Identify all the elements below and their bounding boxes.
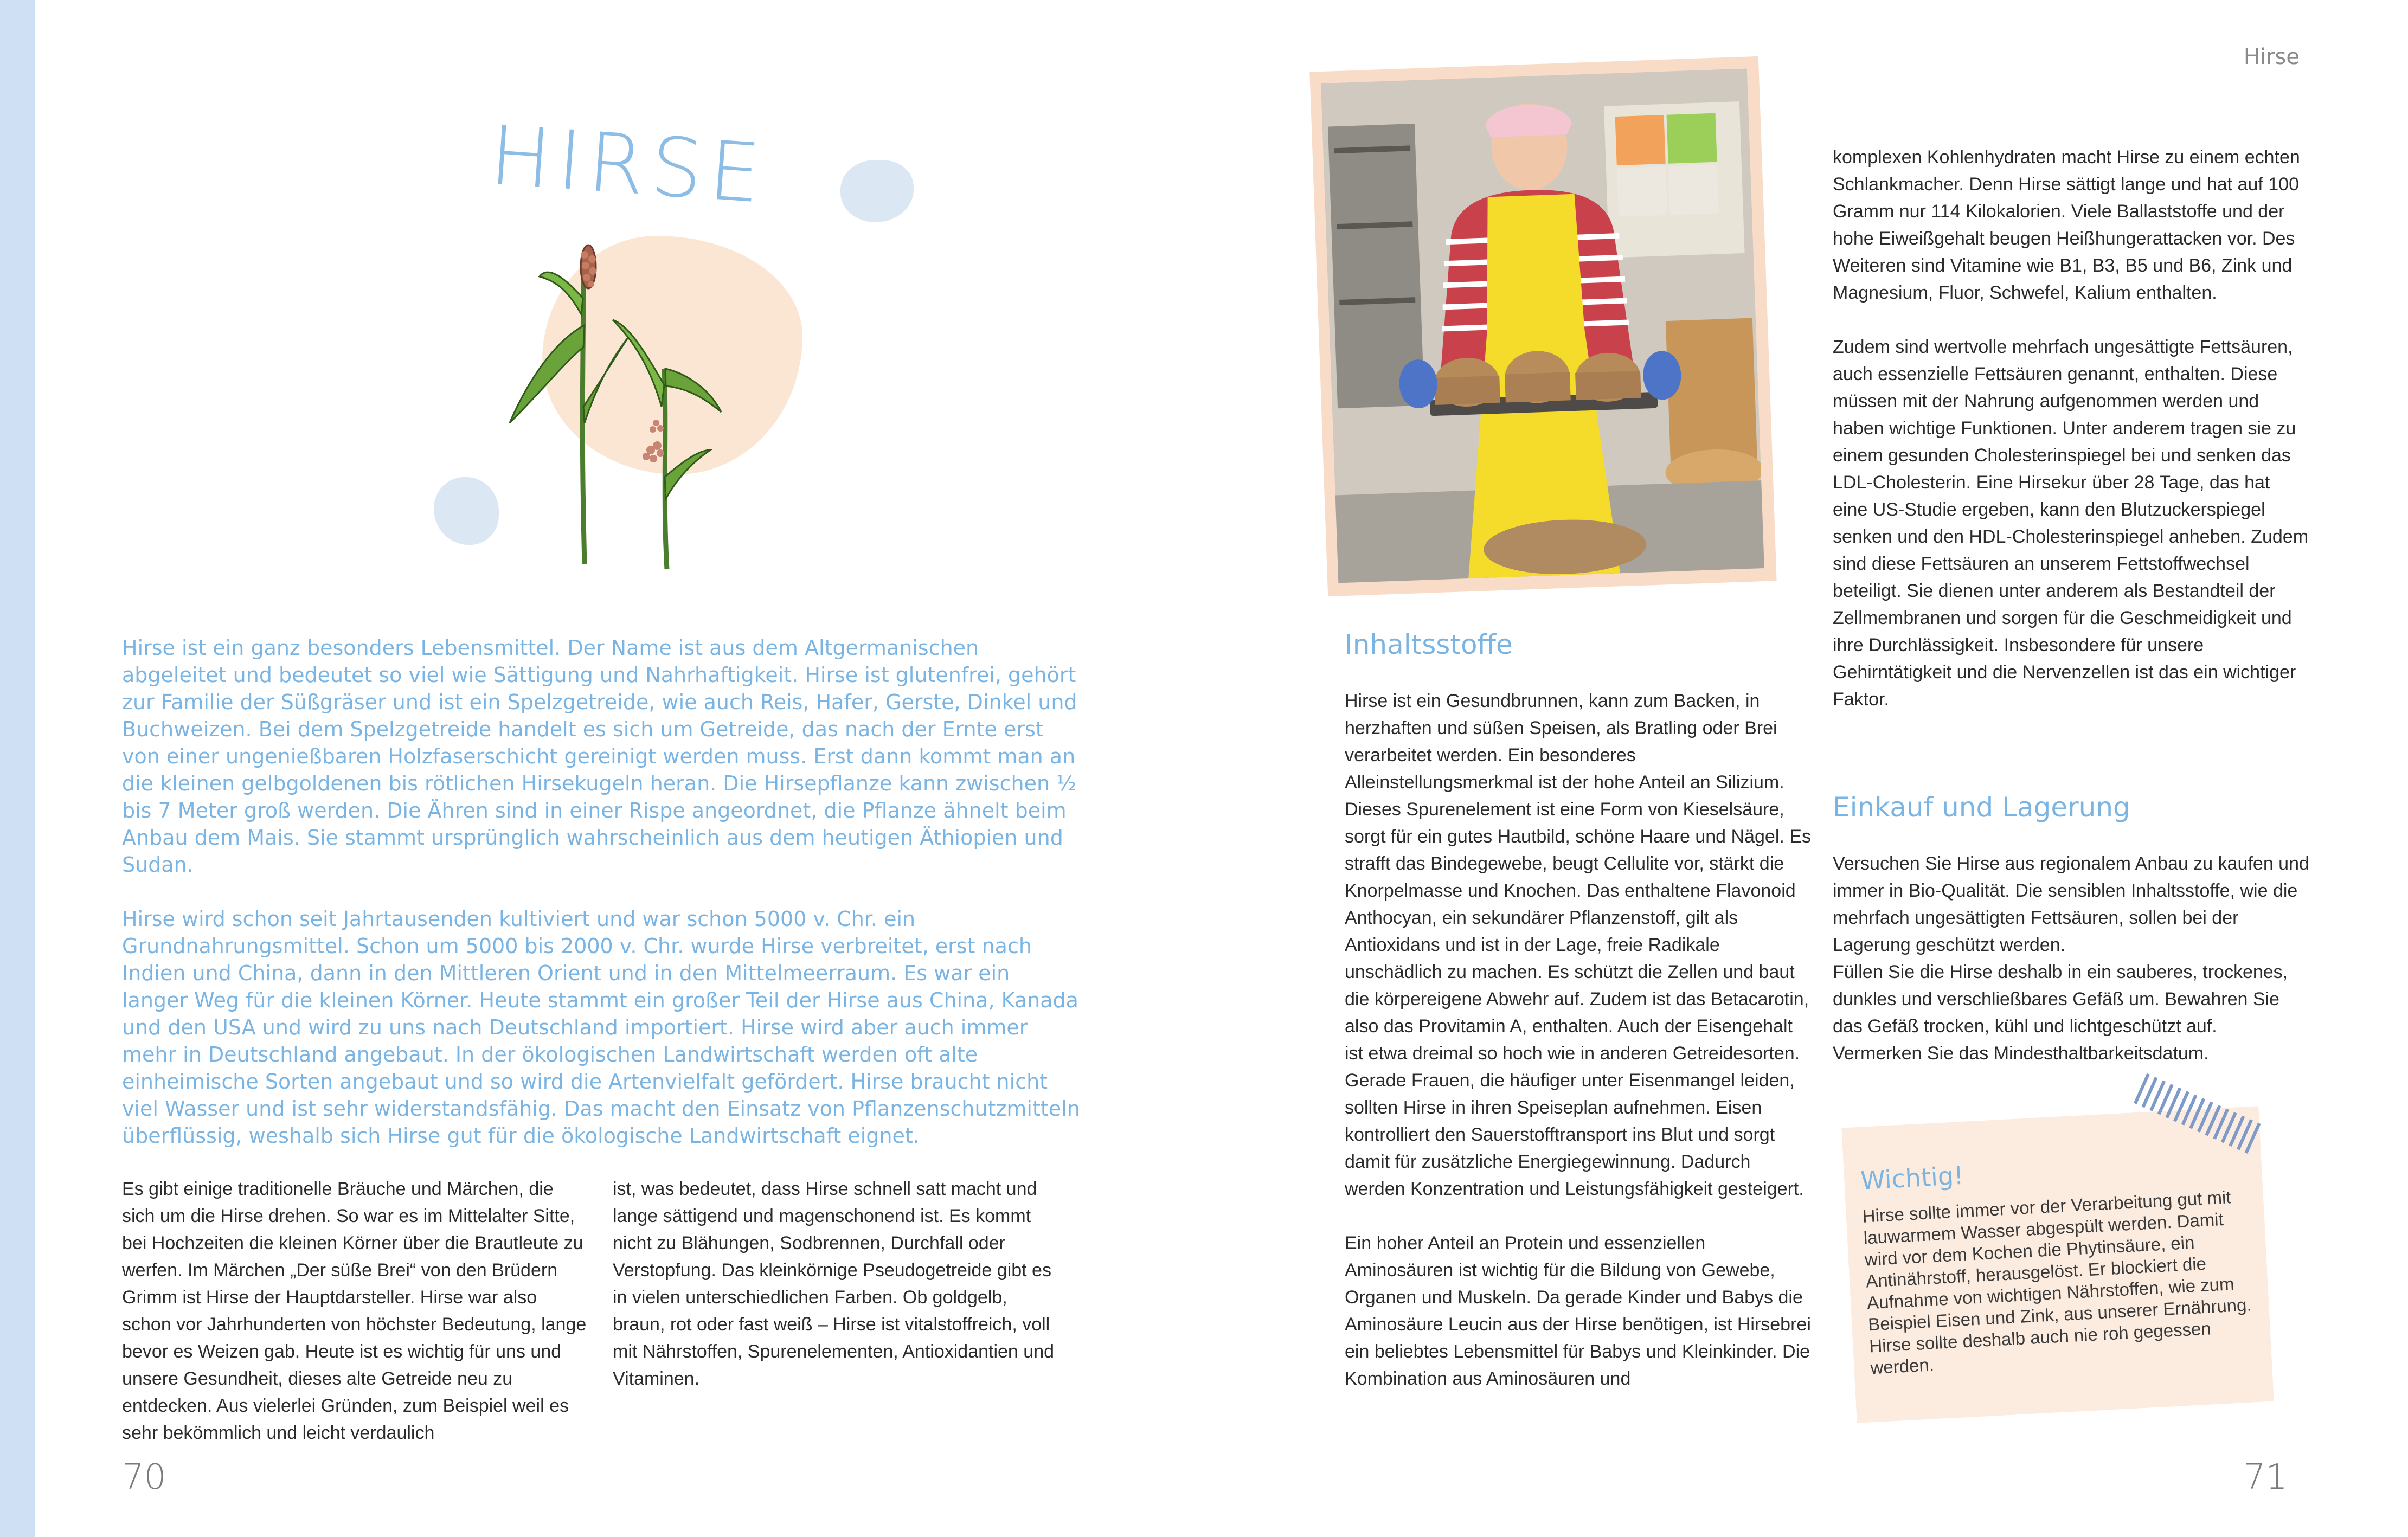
intro-paragraph-1: Hirse ist ein ganz besonders Lebensmittel. Der Name ist aus dem Altgermanischen abgeleitet und bedeutet so viel wie Sättigung und Nahrhaftigkeit. Hirse ist glutenfrei, gehört zur Familie der Süßgräser und ist ein Spelzgetreide, wie auch Reis, Hafer, Gerste, Dinkel und Buchweizen. Bei dem Spelzgetreide handelt es sich um Getreide, das nach der Ernte erst von einer ungenießbaren Holzfaserschicht gereinigt werden muss. Erst dann kommt man an die kleinen gelbgoldenen bis rötlichen Hirsekugeln heran. Die Hirsepflanze kann zwischen ½ bis 7 Meter groß werden. Die Ähren sind in einer Rispe angeordnet, die Pflanze ähnelt beim Anbau dem Mais. Sie stammt ursprünglich wahrscheinlich aus dem heutigen Äthiopien und Sudan.	[122, 636, 1077, 877]
body-column-3	[1345, 687, 1811, 1419]
intro-text	[122, 634, 1082, 1176]
note-title: Wichtig!	[1859, 1160, 1964, 1195]
body-column-2	[613, 1175, 1063, 1419]
body-paragraph: ist, was bedeutet, dass Hirse schnell satt macht und lange sättigend und magenschonend ist. Es kommt nicht zu Blähungen, Sodbrennen, Durchfall oder Verstopfung. Das kleinkörnige Pseudogetreide gibt es in vielen unterschiedlichen Farben. Ob goldgelb, braun, rot oder fast weiß – Hirse ist vitalstoffreich, voll mit Nährstoffen, Spurenelementen, Antioxidantien und Vitaminen.	[613, 1179, 1055, 1389]
millet-plant-illustration	[488, 244, 737, 575]
body-paragraph: Es gibt einige traditionelle Bräuche und Märchen, die sich um die Hirse drehen. So war es im Mittelalter Sitte, bei Hochzeiten die kleinen Körner über die Brautleute zu werfen. Im Märchen „Der süße Brei“ von den Brüdern Grimm ist Hirse der Hauptdarsteller. Hirse war also schon vor Jahrhunderten von höchster Bedeutung, lange bevor es Weizen gab. Heute ist es wichtig für uns und unsere Gesundheit, dieses alte Getreide neu zu entdecken. Aus vielerlei Gründen, zum Beispiel weil es sehr bekömmlich und leicht verdaulich	[122, 1179, 587, 1443]
body-column-1	[122, 1175, 588, 1474]
body-paragraph: Ein hoher Anteil an Protein und essenziellen Aminosäuren ist wichtig für die Bildung von Gewebe, Organen und Muskeln. Da gerade Kinder und Babys die Aminosäure Leucin aus der Hirse benötigen, ist Hirsebrei ein beliebtes Lebensmittel für Babys und Kleinkinder. Die Kombination aus Aminosäuren und	[1345, 1233, 1811, 1389]
page-title: HIRSE	[486, 108, 770, 222]
body-column-4	[1833, 144, 2310, 740]
running-header: Hirse	[2243, 44, 2300, 69]
book-spine-strip	[0, 0, 35, 1537]
important-note-card	[1841, 1106, 2274, 1423]
body-paragraph: Versuchen Sie Hirse aus regionalem Anbau zu kaufen und immer in Bio-Qualität. Die sensiblen Inhaltsstoffe, wie die mehrfach ungesättigten Fettsäuren, sollen bei der Lagerung geschützt werden.	[1833, 853, 2309, 955]
body-column-einkauf	[1833, 850, 2310, 1094]
baker-with-bread-image	[1321, 69, 1764, 583]
page-number-left: 70	[122, 1457, 166, 1497]
intro-paragraph-2: Hirse wird schon seit Jahrtausenden kultiviert und war schon 5000 v. Chr. ein Grundnahrungsmittel. Schon um 5000 bis 2000 v. Chr. wurde Hirse verbreitet, erst nach Indien und China, dann in den Mittleren Orient und in den Mittelmeerraum. Es war ein langer Weg für die kleinen Körner. Heute stammt ein großer Teil der Hirse aus China, Kanada und den USA und wird zu uns nach Deutschland importiert. Hirse wird aber auch immer mehr in Deutschland angebaut. In der ökologischen Landwirtschaft werden oft alte einheimische Sorten angebaut und so wird die Artenvielfalt gefördert. Hirse braucht nicht viel Wasser und ist sehr widerstandsfähig. Das macht den Einsatz von Pflanzenschutzmitteln überflüssig, weshalb sich Hirse gut für die ökologische Landwirtschaft eignet.	[122, 907, 1080, 1148]
baker-photo	[1321, 69, 1764, 583]
body-paragraph: komplexen Kohlenhydraten macht Hirse zu einem echten Schlankmacher. Denn Hirse sättigt lange und hat auf 100 Gramm nur 114 Kilokalorien. Viele Ballaststoffe und der hohe Eiweißgehalt beugen Heißhungerattacken vor. Des Weiteren sind Vitamine wie B1, B3, B5 und B6, Zink und Magnesium, Fluor, Schwefel, Kalium enthalten.	[1833, 147, 2300, 303]
section-heading-einkauf: Einkauf und Lagerung	[1833, 792, 2130, 823]
page-number-right: 71	[2243, 1457, 2288, 1497]
body-paragraph: Hirse ist ein Gesundbrunnen, kann zum Backen, in herzhaften und süßen Speisen, als Bratling oder Brei verarbeitet werden. Ein besonderes Alleinstellungsmerkmal ist der hohe Anteil an Silizium. Dieses Spurenelement ist eine Form von Kieselsäure, sorgt für ein gutes Hautbild, schöne Haare und Nägel. Es strafft das Bindegewebe, beugt Cellulite vor, stärkt die Knorpelmasse und Knochen. Das enthaltene Flavonoid Anthocyan, ein sekundärer Pflanzenstoff, gilt als Antioxidans und ist in der Lage, freie Radikale unschädlich zu machen. Es schützt die Zellen und baut die körpereigene Abwehr auf. Zudem ist das Betacarotin, also das Provitamin A, enthalten. Auch der Eisengehalt ist etwa dreimal so hoch wie in anderen Getreidesorten. Gerade Frauen, die häufiger unter Eisenmangel leiden, sollten Hirse in ihren Speiseplan aufnehmen. Eisen kontrolliert den Sauerstofftransport ins Blut und sorgt damit für zusätzliche Energiegewinnung. Dadurch werden Konzentration und Leistungsfähigkeit gesteigert.	[1345, 691, 1811, 1199]
section-heading-inhaltsstoffe: Inhaltsstoffe	[1345, 629, 1513, 660]
body-paragraph: Zudem sind wertvolle mehrfach ungesättigte Fettsäuren, auch essenzielle Fettsäuren genannt, enthalten. Diese müssen mit der Nahrung aufgenommen werden und haben wichtige Funktionen. Unter anderem tragen sie zu einem gesunden Cholesterinspiegel bei und senken das LDL-Cholesterin. Eine Hirsekur über 28 Tage, das hat eine US-Studie ergeben, kann den Blutzuckerspiegel senken und den HDL-Cholesterinspiegel anheben. Zudem sind diese Fettsäuren an unserem Fettstoffwechsel beteiligt. Sie dienen unter anderem als Bestandteil der Zellmembranen und sorgen für die Geschmeidigkeit und ihre Durchlässigkeit. Insbesondere für unsere Gehirntätigkeit und die Nervenzellen ist das ein wichtiger Faktor.	[1833, 337, 2309, 710]
blue-blob-decoration	[840, 160, 914, 222]
body-paragraph: Füllen Sie die Hirse deshalb in ein sauberes, trockenes, dunkles und verschließbares Gefäß um. Bewahren Sie das Gefäß trocken, kühl und lichtgeschützt auf. Vermerken Sie das Mindesthaltbarkeitsdatum.	[1833, 962, 2288, 1064]
note-text: Hirse sollte immer vor der Verarbeitung gut mit lauwarmem Wasser abgespült werden. Damit wird vor dem Kochen die Phytinsäure, ein Antinährstoff, herausgelöst. Er blockiert die Aufnahme von wichtigen Nährstoffen, wie zum Beispiel Eisen und Zink, aus unserer Ernährung. Hirse sollte deshalb auch nie roh gegessen werden.	[1861, 1187, 2252, 1378]
